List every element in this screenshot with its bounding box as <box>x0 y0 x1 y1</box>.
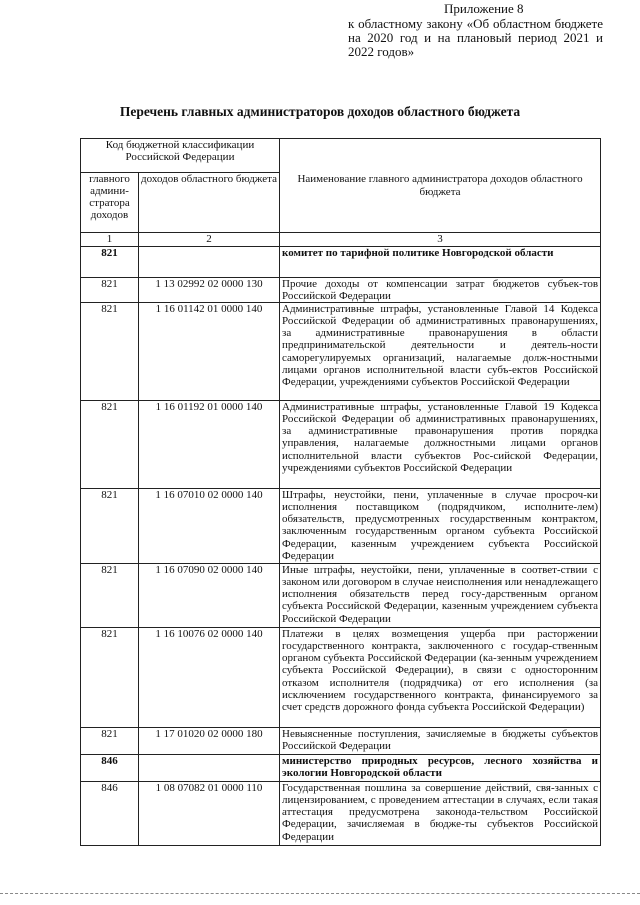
table-row <box>81 401 601 489</box>
table-row <box>81 782 601 846</box>
appendix-title: Приложение 8 <box>444 1 524 16</box>
name-cell: Иные штрафы, неустойки, пени, уплаченные в соответ-ствии с законом или договором в случае неисполнения или ненадлежащего исполнения обязательств перед госу-дарственным органом субъекта Российской Федерации, казенным учреждением субъекта Российской Федерации <box>280 564 601 628</box>
header-budget-revenue: доходов областного бюджета <box>139 173 280 233</box>
admin-code-cell: 821 <box>81 564 139 628</box>
budget-code-cell: 1 16 01142 01 0000 140 <box>139 303 280 401</box>
column-number-1: 1 <box>81 233 139 247</box>
revenue-administrators-table <box>80 138 601 846</box>
header-code-group: Код бюджетной классификации Российской Федерации <box>81 139 280 173</box>
name-cell: Административные штрафы, установленные Главой 19 Кодекса Российской Федерации об административных правонарушениях, за административные правонарушения против порядка управления, налагаемые должностными лицами органов исполнительной власти субъектов Рос-сийской Федерации, учреждениями субъектов Российской Федерации <box>280 401 601 489</box>
admin-code-cell: 846 <box>81 755 139 782</box>
admin-code-cell: 821 <box>81 489 139 564</box>
document-title: Перечень главных администраторов доходов областного бюджета <box>119 104 521 119</box>
budget-code-cell: 1 16 01192 01 0000 140 <box>139 401 280 489</box>
admin-code-cell: 821 <box>81 401 139 489</box>
appendix-text: к областному закону «Об областном бюджете на 2020 год и на плановый период 2021 и 2022 годов» <box>348 16 603 59</box>
name-cell: Невыясненные поступления, зачисляемые в бюджеты субъектов Российской Федерации <box>280 728 601 755</box>
table-row <box>81 564 601 628</box>
table-row <box>81 278 601 303</box>
name-cell: Административные штрафы, установленные Главой 14 Кодекса Российской Федерации об административных правонарушениях, за административные правонарушения в области предпринимательской деятельности и деятель-ности саморегулируемых организаций, налагаемые долж-ностными лицами органов исполнительной власти субъ-ектов Российской Федерации, учреждениями субъектов Российской Федерации <box>280 303 601 401</box>
header-administrator-name: Наименование главного администратора доходов областного бюджета <box>280 139 601 233</box>
budget-code-cell: 1 17 01020 02 0000 180 <box>139 728 280 755</box>
budget-code-cell: 1 13 02992 02 0000 130 <box>139 278 280 303</box>
name-cell: Государственная пошлина за совершение действий, свя-занных с лицензированием, с проведением аттестации в случаях, если такая аттестация предусмотрена законода-тельством Российской Федерации, зачисляемая в бюдже-ты субъектов Российской Федерации <box>280 782 601 846</box>
header-chief-administrator: главного админи-стратора доходов <box>81 173 139 233</box>
budget-code-cell <box>139 755 280 782</box>
admin-code-cell: 821 <box>81 278 139 303</box>
table-row <box>81 303 601 401</box>
column-number-2: 2 <box>139 233 280 247</box>
budget-code-cell <box>139 247 280 278</box>
table-row <box>81 489 601 564</box>
admin-code-cell: 821 <box>81 303 139 401</box>
name-cell: Штрафы, неустойки, пени, уплаченные в случае просроч-ки исполнения поставщиком (подрядчиком, исполните-лем) обязательств, предусмотренных государственным контрактом, заключенным государственным органом субъекта Российской Федерации, казенным учреждением субъекта Российской Федерации <box>280 489 601 564</box>
budget-code-cell: 1 16 10076 02 0000 140 <box>139 628 280 728</box>
table-row <box>81 247 601 278</box>
column-numbers-row <box>81 233 601 247</box>
table-row <box>81 628 601 728</box>
admin-code-cell: 821 <box>81 728 139 755</box>
name-cell: Прочие доходы от компенсации затрат бюджетов субъек-тов Российской Федерации <box>280 278 601 303</box>
column-number-3: 3 <box>280 233 601 247</box>
name-cell: министерство природных ресурсов, лесного хозяйства и экологии Новгородской области <box>280 755 601 782</box>
table-row <box>81 728 601 755</box>
header-row-top <box>81 139 601 173</box>
appendix-block <box>348 2 603 59</box>
name-cell: комитет по тарифной политике Новгородской области <box>280 247 601 278</box>
budget-code-cell: 1 16 07010 02 0000 140 <box>139 489 280 564</box>
table-row <box>81 755 601 782</box>
name-cell: Платежи в целях возмещения ущерба при расторжении государственного контракта, заключенного с государ-ственным органом субъекта Российской Федерации (ка-зенным учреждением субъекта Российской Федерации), в связи с односторонним отказом исполнителя (подрядчика) от его исполнения (за исключением государственного контракта, финансируемого за счет средств дорожного фонда субъекта Российской Федерации) <box>280 628 601 728</box>
budget-code-cell: 1 08 07082 01 0000 110 <box>139 782 280 846</box>
page-bottom-rule <box>0 893 640 894</box>
budget-code-cell: 1 16 07090 02 0000 140 <box>139 564 280 628</box>
admin-code-cell: 821 <box>81 628 139 728</box>
admin-code-cell: 821 <box>81 247 139 278</box>
admin-code-cell: 846 <box>81 782 139 846</box>
